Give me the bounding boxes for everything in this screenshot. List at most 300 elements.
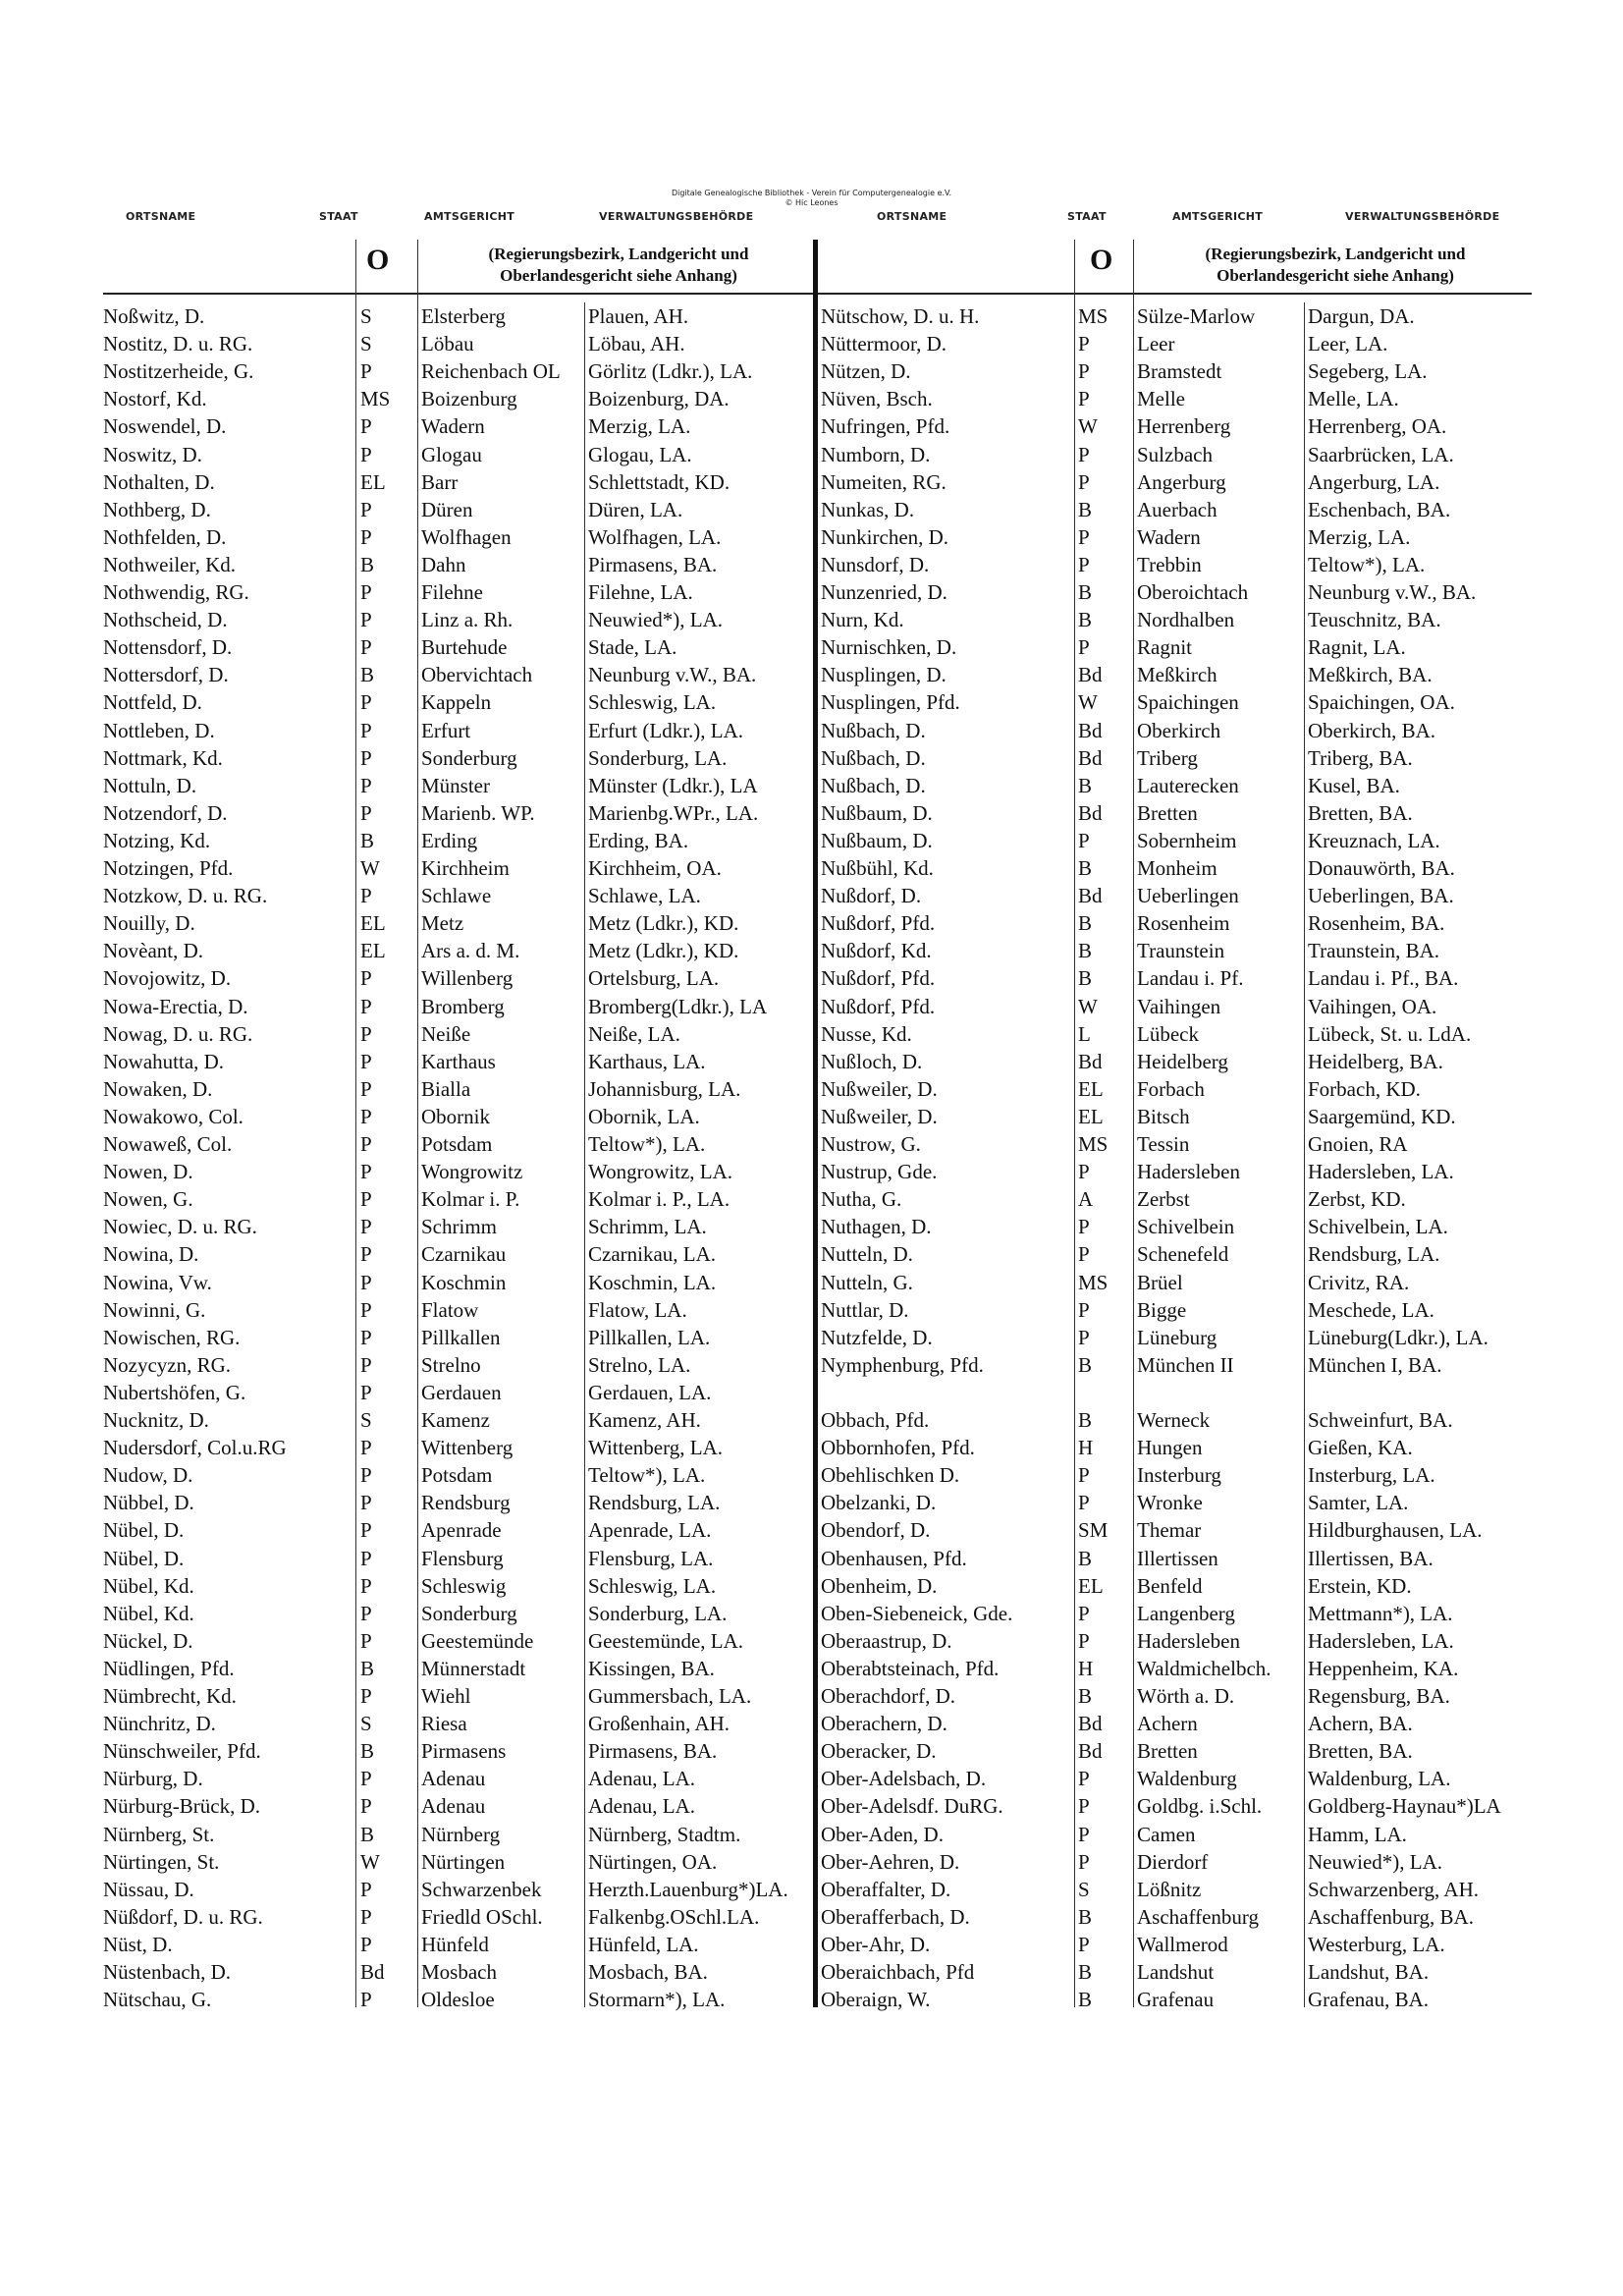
cell-amtsgericht: Schleswig <box>421 1573 507 1598</box>
cell-staat: P <box>360 1352 372 1377</box>
cell-verwaltung: Schleswig, LA. <box>588 690 717 715</box>
cell-amtsgericht: Münster <box>421 773 490 797</box>
cell-staat: Bd <box>1078 800 1103 825</box>
cell-staat: P <box>360 773 372 797</box>
cell-verwaltung: Pirmasens, BA. <box>588 552 718 576</box>
cell-amtsgericht: Neiße <box>421 1021 471 1046</box>
cell-amtsgericht: Nürtingen <box>421 1849 506 1874</box>
cell-staat: W <box>1078 690 1098 715</box>
cell-amtsgericht: Achern <box>1137 1712 1198 1736</box>
cell-amtsgericht: Bretten <box>1137 1739 1198 1764</box>
cell-amtsgericht: Bigge <box>1137 1297 1187 1322</box>
cell-staat: P <box>360 1215 372 1239</box>
cell-verwaltung: Schleswig, LA. <box>588 1573 717 1598</box>
cell-ortsname: Nowina, Vw. <box>103 1270 212 1294</box>
cell-verwaltung: Adenau, LA. <box>588 1767 696 1791</box>
cell-verwaltung: Insterburg, LA. <box>1308 1463 1435 1488</box>
cell-staat: Bd <box>360 1960 385 1984</box>
cell-amtsgericht: Gerdauen <box>421 1380 502 1404</box>
cell-staat: Bd <box>1078 1712 1103 1736</box>
cell-staat: Bd <box>1078 1739 1103 1764</box>
cell-amtsgericht: Czarnikau <box>421 1242 507 1267</box>
cell-ortsname: Notzendorf, D. <box>103 800 228 825</box>
cell-staat: P <box>360 1049 372 1073</box>
cell-amtsgericht: Dierdorf <box>1137 1849 1209 1874</box>
cell-staat: P <box>360 1573 372 1598</box>
cell-staat: P <box>360 414 372 439</box>
cell-verwaltung: Merzig, LA. <box>1308 524 1411 549</box>
cell-verwaltung: Heidelberg, BA. <box>1308 1049 1443 1073</box>
cell-ortsname: Nußbühl, Kd. <box>821 856 934 880</box>
cell-ortsname: Nowina, D. <box>103 1242 199 1267</box>
column-divider <box>1133 240 1134 2007</box>
cell-amtsgericht: Schwarzenbek <box>421 1877 542 1901</box>
cell-amtsgericht: Bialla <box>421 1076 471 1101</box>
cell-verwaltung: Aschaffenburg, BA. <box>1308 1904 1474 1929</box>
cell-ortsname: Nostitzerheide, G. <box>103 359 254 384</box>
cell-ortsname: Nusse, Kd. <box>821 1021 912 1046</box>
cell-staat: W <box>360 856 380 880</box>
cell-ortsname: Nowiec, D. u. RG. <box>103 1215 257 1239</box>
cell-staat: Bd <box>1078 663 1103 687</box>
cell-ortsname: Noßwitz, D. <box>103 304 205 328</box>
cell-ortsname: Nünschweiler, Pfd. <box>103 1739 261 1764</box>
cell-amtsgericht: Reichenbach OL <box>421 359 561 384</box>
cell-verwaltung: Kamenz, AH. <box>588 1408 701 1432</box>
cell-amtsgericht: Barr <box>421 469 459 494</box>
cell-verwaltung: Hamm, LA. <box>1308 1822 1407 1846</box>
cell-verwaltung: Pirmasens, BA. <box>588 1739 718 1764</box>
cell-staat: MS <box>1078 1132 1109 1156</box>
cell-staat: P <box>360 1491 372 1515</box>
cell-ortsname: Nußdorf, Pfd. <box>821 966 936 991</box>
cell-ortsname: Nouilly, D. <box>103 911 195 936</box>
cell-verwaltung: Waldenburg, LA. <box>1308 1767 1451 1791</box>
cell-ortsname: Numeiten, RG. <box>821 469 947 494</box>
cell-amtsgericht: Potsdam <box>421 1132 493 1156</box>
cell-ortsname: Nußweiler, D. <box>821 1076 938 1101</box>
intro-note <box>1144 244 1527 287</box>
cell-amtsgericht: Mosbach <box>421 1960 497 1984</box>
cell-verwaltung: Koschmin, LA. <box>588 1270 717 1294</box>
cell-staat: B <box>1078 1904 1093 1929</box>
cell-amtsgericht: Wronke <box>1137 1491 1203 1515</box>
cell-verwaltung: Saarbrücken, LA. <box>1308 442 1454 466</box>
cell-staat: P <box>1078 1242 1090 1267</box>
cell-amtsgericht: Angerburg <box>1137 469 1226 494</box>
cell-ortsname: Nothscheid, D. <box>103 608 228 632</box>
cell-verwaltung: Regensburg, BA. <box>1308 1684 1450 1708</box>
cell-verwaltung: Metz (Ldkr.), KD. <box>588 939 739 963</box>
cell-verwaltung: Triberg, BA. <box>1308 745 1413 770</box>
cell-ortsname: Nußbaum, D. <box>821 828 933 852</box>
cell-ortsname: Oberaastrup, D. <box>821 1628 952 1653</box>
cell-ortsname: Nurnischken, D. <box>821 635 957 660</box>
cell-verwaltung: Karthaus, LA. <box>588 1049 706 1073</box>
cell-amtsgericht: Bitsch <box>1137 1104 1190 1128</box>
cell-staat: P <box>360 1132 372 1156</box>
intro-box-right <box>815 240 1532 295</box>
cell-ortsname: Obelzanki, D. <box>821 1491 937 1515</box>
intro-note-line: Oberlandesgericht siehe Anhang) <box>500 266 737 285</box>
cell-staat: P <box>1078 359 1090 384</box>
cell-verwaltung: Schweinfurt, BA. <box>1308 1408 1453 1432</box>
cell-ortsname: Nübel, Kd. <box>103 1573 194 1598</box>
cell-staat: B <box>1078 497 1093 521</box>
cell-ortsname: Nußdorf, Kd. <box>821 939 932 963</box>
cell-verwaltung: Lüneburg(Ldkr.), LA. <box>1308 1325 1488 1349</box>
cell-amtsgericht: Lauterecken <box>1137 773 1239 797</box>
cell-verwaltung: Strelno, LA. <box>588 1352 691 1377</box>
cell-verwaltung: Falkenbg.OSchl.LA. <box>588 1904 760 1929</box>
cell-ortsname: Nozycyzn, RG. <box>103 1352 232 1377</box>
cell-amtsgericht: Willenberg <box>421 966 514 991</box>
cell-amtsgericht: Oldesloe <box>421 1988 495 2012</box>
cell-verwaltung: Schlettstadt, KD. <box>588 469 730 494</box>
cell-verwaltung: München I, BA. <box>1308 1352 1442 1377</box>
cell-amtsgericht: Riesa <box>421 1712 467 1736</box>
cell-verwaltung: Schlawe, LA. <box>588 884 701 908</box>
cell-amtsgericht: Grafenau <box>1137 1988 1215 2012</box>
cell-verwaltung: Schivelbein, LA. <box>1308 1215 1448 1239</box>
cell-staat: P <box>360 1104 372 1128</box>
cell-ortsname: Nutzfelde, D. <box>821 1325 933 1349</box>
cell-ortsname: Numborn, D. <box>821 442 931 466</box>
cell-staat: P <box>1078 1160 1090 1184</box>
cell-verwaltung: Dargun, DA. <box>1308 304 1415 328</box>
section-letter: O <box>366 244 390 276</box>
cell-ortsname: Nunsdorf, D. <box>821 552 930 576</box>
cell-staat: P <box>360 1518 372 1543</box>
cell-amtsgericht: Hadersleben <box>1137 1160 1240 1184</box>
cell-staat: P <box>1078 1932 1090 1956</box>
cell-verwaltung: Gnoien, RA <box>1308 1132 1408 1156</box>
cell-verwaltung: Ragnit, LA. <box>1308 635 1406 660</box>
cell-amtsgericht: Düren <box>421 497 473 521</box>
cell-verwaltung: Bretten, BA. <box>1308 1739 1413 1764</box>
cell-ortsname: Oberaichbach, Pfd <box>821 1960 975 1984</box>
column-divider <box>417 240 418 2007</box>
cell-ortsname: Nowinni, G. <box>103 1297 206 1322</box>
cell-ortsname: Nustrow, G. <box>821 1132 921 1156</box>
cell-verwaltung: Sonderburg, LA. <box>588 745 728 770</box>
cell-amtsgericht: Adenau <box>421 1794 486 1819</box>
cell-ortsname: Nowaweß, Col. <box>103 1132 233 1156</box>
cell-ortsname: Oberacker, D. <box>821 1739 937 1764</box>
cell-staat: P <box>360 966 372 991</box>
cell-amtsgericht: Löbau <box>421 332 474 356</box>
cell-verwaltung: Spaichingen, OA. <box>1308 690 1455 715</box>
cell-staat: P <box>360 1767 372 1791</box>
cell-staat: B <box>1078 1684 1093 1708</box>
cell-staat: P <box>360 884 372 908</box>
cell-ortsname: Nußbach, D. <box>821 718 926 742</box>
cell-amtsgericht: Illertissen <box>1137 1546 1218 1570</box>
cell-ortsname: Nottersdorf, D. <box>103 663 229 687</box>
cell-amtsgericht: Leer <box>1137 332 1175 356</box>
cell-verwaltung: Teltow*), LA. <box>588 1463 706 1488</box>
cell-staat: P <box>360 1160 372 1184</box>
cell-staat: B <box>1078 966 1093 991</box>
cell-verwaltung: Teuschnitz, BA. <box>1308 608 1441 632</box>
cell-amtsgericht: Münnerstadt <box>421 1656 526 1680</box>
cell-amtsgericht: Kappeln <box>421 690 492 715</box>
cell-verwaltung: Plauen, AH. <box>588 304 689 328</box>
cell-amtsgericht: Nürnberg <box>421 1822 501 1846</box>
cell-staat: B <box>1078 1546 1093 1570</box>
cell-staat: P <box>360 1242 372 1267</box>
cell-verwaltung: Kusel, BA. <box>1308 773 1400 797</box>
cell-staat: S <box>1078 1877 1090 1901</box>
cell-amtsgericht: Lüneburg <box>1137 1325 1217 1349</box>
cell-amtsgericht: Werneck <box>1137 1408 1211 1432</box>
cell-staat: MS <box>1078 1270 1109 1294</box>
cell-verwaltung: Neunburg v.W., BA. <box>1308 580 1477 604</box>
cell-staat: Bd <box>1078 884 1103 908</box>
cell-verwaltung: Wolfhagen, LA. <box>588 524 722 549</box>
cell-ortsname: Nürburg, D. <box>103 1767 203 1791</box>
cell-staat: P <box>360 1021 372 1046</box>
cell-staat: B <box>360 663 375 687</box>
cell-ortsname: Nußdorf, D. <box>821 884 922 908</box>
cell-verwaltung: Merzig, LA. <box>588 414 691 439</box>
cell-ortsname: Nunkirchen, D. <box>821 524 949 549</box>
cell-ortsname: Nothberg, D. <box>103 497 211 521</box>
cell-ortsname: Nothweiler, Kd. <box>103 552 237 576</box>
cell-staat: P <box>360 580 372 604</box>
cell-ortsname: Notzing, Kd. <box>103 828 211 852</box>
cell-ortsname: Oberaffalter, D. <box>821 1877 951 1901</box>
cell-amtsgericht: Geestemünde <box>421 1628 534 1653</box>
cell-verwaltung: Schrimm, LA. <box>588 1215 707 1239</box>
cell-amtsgericht: Kirchheim <box>421 856 510 880</box>
cell-verwaltung: Mosbach, BA. <box>588 1960 708 1984</box>
cell-amtsgericht: Ars a. d. M. <box>421 939 520 963</box>
cell-ortsname: Ober-Ahr, D. <box>821 1932 931 1956</box>
cell-verwaltung: Teltow*), LA. <box>1308 552 1426 576</box>
cell-staat: EL <box>1078 1076 1104 1101</box>
cell-verwaltung: Gießen, KA. <box>1308 1436 1413 1460</box>
cell-ortsname: Nostitz, D. u. RG. <box>103 332 253 356</box>
cell-amtsgericht: Vaihingen <box>1137 994 1221 1018</box>
cell-ortsname: Obenhausen, Pfd. <box>821 1546 967 1570</box>
cell-amtsgericht: Sulzbach <box>1137 442 1213 466</box>
cell-amtsgericht: Wallmerod <box>1137 1932 1228 1956</box>
cell-ortsname: Oberaign, W. <box>821 1988 931 2012</box>
cell-verwaltung: Samter, LA. <box>1308 1491 1409 1515</box>
cell-ortsname: Nürburg-Brück, D. <box>103 1794 261 1819</box>
cell-staat: P <box>360 635 372 660</box>
cell-staat: P <box>360 1380 372 1404</box>
header-verwaltung-right: VERWALTUNGSBEHÖRDE <box>1345 210 1500 223</box>
cell-staat: P <box>1078 1215 1090 1239</box>
cell-amtsgericht: Schivelbein <box>1137 1215 1235 1239</box>
cell-amtsgericht: Monheim <box>1137 856 1217 880</box>
cell-ortsname: Oberachern, D. <box>821 1712 947 1736</box>
cell-amtsgericht: Rosenheim <box>1137 911 1230 936</box>
cell-amtsgericht: Zerbst <box>1137 1187 1190 1212</box>
cell-amtsgericht: Friedld OSchl. <box>421 1904 543 1929</box>
header-verwaltung-left: VERWALTUNGSBEHÖRDE <box>599 210 754 223</box>
header-staat-right: STAAT <box>1067 210 1107 223</box>
cell-amtsgericht: Herrenberg <box>1137 414 1231 439</box>
cell-amtsgericht: Oberoichtach <box>1137 580 1249 604</box>
cell-ortsname: Nostorf, Kd. <box>103 387 207 411</box>
cell-staat: P <box>1078 1491 1090 1515</box>
cell-amtsgericht: Schlawe <box>421 884 492 908</box>
cell-amtsgericht: Rendsburg <box>421 1491 511 1515</box>
cell-verwaltung: Pillkallen, LA. <box>588 1325 711 1349</box>
cell-staat: P <box>1078 828 1090 852</box>
cell-ortsname: Nusplingen, D. <box>821 663 947 687</box>
cell-ortsname: Ober-Aden, D. <box>821 1822 944 1846</box>
cell-verwaltung: Kirchheim, OA. <box>588 856 722 880</box>
cell-verwaltung: Zerbst, KD. <box>1308 1187 1406 1212</box>
center-divider <box>813 240 818 2007</box>
cell-ortsname: Nüst, D. <box>103 1932 173 1956</box>
cell-ortsname: Nurn, Kd. <box>821 608 904 632</box>
cell-staat: B <box>1078 608 1093 632</box>
cell-verwaltung: Czarnikau, LA. <box>588 1242 717 1267</box>
cell-ortsname: Oberabtsteinach, Pfd. <box>821 1656 1000 1680</box>
cell-ortsname: Nußbach, D. <box>821 773 926 797</box>
cell-verwaltung: Gummersbach, LA. <box>588 1684 752 1708</box>
cell-staat: P <box>360 1877 372 1901</box>
cell-amtsgericht: Schrimm <box>421 1215 497 1239</box>
cell-ortsname: Ober-Aehren, D. <box>821 1849 960 1874</box>
cell-staat: P <box>360 718 372 742</box>
cell-verwaltung: Neuwied*), LA. <box>588 608 724 632</box>
cell-staat: B <box>1078 1352 1093 1377</box>
cell-staat: B <box>1078 856 1093 880</box>
cell-amtsgericht: Burtehude <box>421 635 508 660</box>
cell-amtsgericht: Bramstedt <box>1137 359 1222 384</box>
cell-amtsgericht: Aschaffenburg <box>1137 1904 1260 1929</box>
cell-verwaltung: Johannisburg, LA. <box>588 1076 741 1101</box>
cell-staat: SM <box>1078 1518 1109 1543</box>
cell-amtsgericht: Dahn <box>421 552 466 576</box>
cell-amtsgericht: Spaichingen <box>1137 690 1239 715</box>
cell-amtsgericht: Hünfeld <box>421 1932 489 1956</box>
cell-amtsgericht: Nordhalben <box>1137 608 1235 632</box>
cell-ortsname: Noswendel, D. <box>103 414 227 439</box>
cell-amtsgericht: Auerbach <box>1137 497 1217 521</box>
cell-ortsname: Nottensdorf, D. <box>103 635 233 660</box>
cell-ortsname: Nübel, Kd. <box>103 1601 194 1625</box>
cell-ortsname: Nüdlingen, Pfd. <box>103 1656 235 1680</box>
cell-verwaltung: Saargemünd, KD. <box>1308 1104 1456 1128</box>
cell-staat: EL <box>1078 1573 1104 1598</box>
cell-ortsname: Obenheim, D. <box>821 1573 938 1598</box>
cell-amtsgericht: Waldmichelbch. <box>1137 1656 1271 1680</box>
cell-staat: P <box>360 1988 372 2012</box>
cell-ortsname: Nothwendig, RG. <box>103 580 249 604</box>
cell-staat: P <box>1078 442 1090 466</box>
cell-staat: A <box>1078 1187 1094 1212</box>
cell-verwaltung: Sonderburg, LA. <box>588 1601 728 1625</box>
cell-ortsname: Oberachdorf, D. <box>821 1684 956 1708</box>
cell-amtsgericht: Adenau <box>421 1767 486 1791</box>
cell-ortsname: Ober-Adelsdf. DuRG. <box>821 1794 1003 1819</box>
cell-staat: B <box>360 1656 375 1680</box>
cell-staat: P <box>360 1463 372 1488</box>
cell-verwaltung: Rendsburg, LA. <box>1308 1242 1440 1267</box>
cell-ortsname: Nowag, D. u. RG. <box>103 1021 253 1046</box>
cell-verwaltung: Marienbg.WPr., LA. <box>588 800 759 825</box>
cell-verwaltung: Meßkirch, BA. <box>1308 663 1433 687</box>
cell-amtsgericht: Hungen <box>1137 1436 1203 1460</box>
cell-verwaltung: Leer, LA. <box>1308 332 1388 356</box>
cell-amtsgericht: Strelno <box>421 1352 481 1377</box>
cell-ortsname: Nowen, G. <box>103 1187 193 1212</box>
cell-verwaltung: Ueberlingen, BA. <box>1308 884 1454 908</box>
cell-verwaltung: Apenrade, LA. <box>588 1518 712 1543</box>
cell-amtsgericht: Sülze-Marlow <box>1137 304 1256 328</box>
cell-staat: W <box>360 1849 380 1874</box>
cell-staat: P <box>1078 1822 1090 1846</box>
cell-ortsname: Nowakowo, Col. <box>103 1104 243 1128</box>
cell-staat: B <box>1078 1988 1093 2012</box>
cell-verwaltung: Rendsburg, LA. <box>588 1491 721 1515</box>
cell-amtsgericht: Erding <box>421 828 478 852</box>
cell-staat: P <box>1078 1849 1090 1874</box>
cell-verwaltung: Boizenburg, DA. <box>588 387 730 411</box>
cell-ortsname: Nustrup, Gde. <box>821 1160 938 1184</box>
cell-amtsgericht: Lübeck <box>1137 1021 1199 1046</box>
cell-verwaltung: Oberkirch, BA. <box>1308 718 1436 742</box>
cell-amtsgericht: Forbach <box>1137 1076 1205 1101</box>
cell-verwaltung: Segeberg, LA. <box>1308 359 1428 384</box>
cell-staat: P <box>1078 524 1090 549</box>
cell-staat: P <box>1078 1325 1090 1349</box>
cell-verwaltung: Landau i. Pf., BA. <box>1308 966 1459 991</box>
cell-ortsname: Nusplingen, Pfd. <box>821 690 960 715</box>
cell-verwaltung: Schwarzenberg, AH. <box>1308 1877 1479 1901</box>
cell-amtsgericht: Kolmar i. P. <box>421 1187 520 1212</box>
credit-line: Digitale Genealogische Bibliothek - Verein für Computergenealogie e.V. <box>671 189 952 197</box>
cell-ortsname: Nußbach, D. <box>821 745 926 770</box>
cell-staat: P <box>1078 1767 1090 1791</box>
cell-staat: P <box>360 994 372 1018</box>
cell-amtsgericht: Glogau <box>421 442 482 466</box>
cell-verwaltung: Forbach, KD. <box>1308 1076 1421 1101</box>
cell-ortsname: Ober-Adelsbach, D. <box>821 1767 987 1791</box>
cell-ortsname: Nußweiler, D. <box>821 1104 938 1128</box>
header-ortsname-left: ORTSNAME <box>126 210 196 223</box>
cell-amtsgericht: Brüel <box>1137 1270 1183 1294</box>
cell-verwaltung: Adenau, LA. <box>588 1794 696 1819</box>
cell-ortsname: Obehlischken D. <box>821 1463 960 1488</box>
cell-verwaltung: Münster (Ldkr.), LA <box>588 773 758 797</box>
cell-staat: P <box>1078 1463 1090 1488</box>
cell-staat: S <box>360 1712 372 1736</box>
cell-amtsgericht: Meßkirch <box>1137 663 1217 687</box>
cell-staat: Bd <box>1078 745 1103 770</box>
cell-ortsname: Nüstenbach, D. <box>103 1960 232 1984</box>
cell-ortsname: Nowa-Erectia, D. <box>103 994 248 1018</box>
cell-ortsname: Nothalten, D. <box>103 469 215 494</box>
cell-ortsname: Notzingen, Pfd. <box>103 856 234 880</box>
cell-amtsgericht: Flensburg <box>421 1546 504 1570</box>
cell-ortsname: Nützen, D. <box>821 359 911 384</box>
cell-staat: P <box>360 1297 372 1322</box>
cell-staat: P <box>1078 635 1090 660</box>
cell-amtsgericht: Themar <box>1137 1518 1202 1543</box>
cell-staat: P <box>1078 387 1090 411</box>
cell-staat: B <box>360 1739 375 1764</box>
cell-verwaltung: Geestemünde, LA. <box>588 1628 744 1653</box>
cell-staat: B <box>360 828 375 852</box>
